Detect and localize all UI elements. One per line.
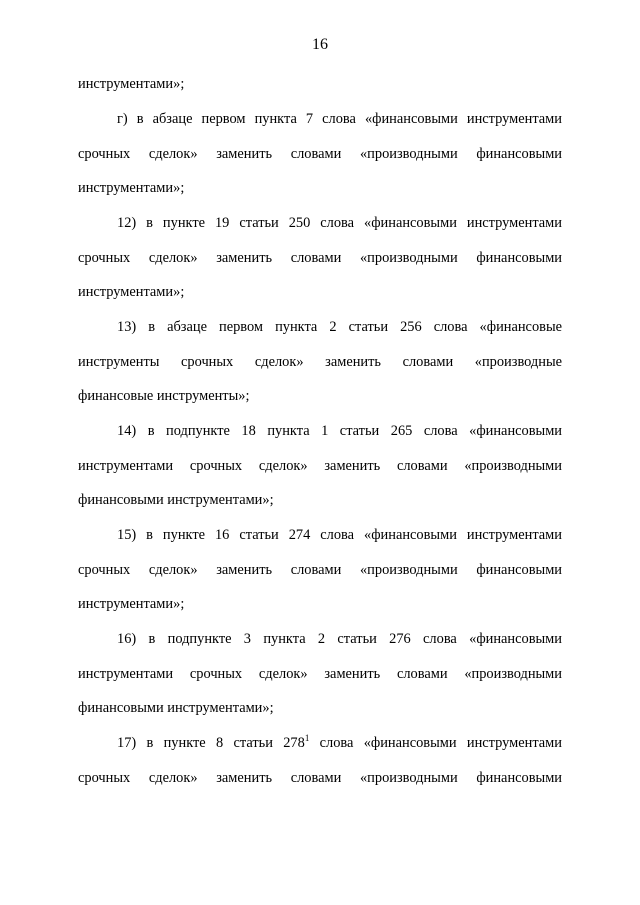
text-line: 16) в подпункте 3 пункта 2 статьи 276 слова «финансовыми <box>117 631 562 647</box>
text-line: финансовыми инструментами»; <box>78 700 274 716</box>
text-line: срочных сделок» заменить словами «производными финансовыми <box>78 562 562 578</box>
text-line: инструментами срочных сделок» заменить словами «производными <box>78 666 562 682</box>
text-fragment: слова «финансовыми инструментами <box>309 735 562 751</box>
text-line: инструменты срочных сделок» заменить словами «производные <box>78 354 562 370</box>
text-line: срочных сделок» заменить словами «производными финансовыми <box>78 250 562 266</box>
text-line: инструментами»; <box>78 596 185 612</box>
text-line: г) в абзаце первом пункта 7 слова «финансовыми инструментами <box>117 111 562 127</box>
page-number: 16 <box>312 36 328 53</box>
text-line: инструментами»; <box>78 76 185 92</box>
text-line: срочных сделок» заменить словами «производными финансовыми <box>78 146 562 162</box>
text-line: финансовые инструменты»; <box>78 388 250 404</box>
superscript: 1 <box>304 733 310 743</box>
text-line: инструментами»; <box>78 180 185 196</box>
text-line: инструментами»; <box>78 284 185 300</box>
text-line: инструментами срочных сделок» заменить словами «производными <box>78 458 562 474</box>
text-fragment: 17) в пункте 8 статьи 278 <box>117 735 305 751</box>
text-line: 12) в пункте 19 статьи 250 слова «финансовыми инструментами <box>117 215 562 231</box>
text-line: 15) в пункте 16 статьи 274 слова «финансовыми инструментами <box>117 527 562 543</box>
text-line: 14) в подпункте 18 пункта 1 статьи 265 слова «финансовыми <box>117 423 562 439</box>
text-line-with-superscript <box>117 733 562 753</box>
text-line: финансовыми инструментами»; <box>78 492 274 508</box>
text-line: 13) в абзаце первом пункта 2 статьи 256 слова «финансовые <box>117 319 562 335</box>
text-line: срочных сделок» заменить словами «производными финансовыми <box>78 770 562 786</box>
